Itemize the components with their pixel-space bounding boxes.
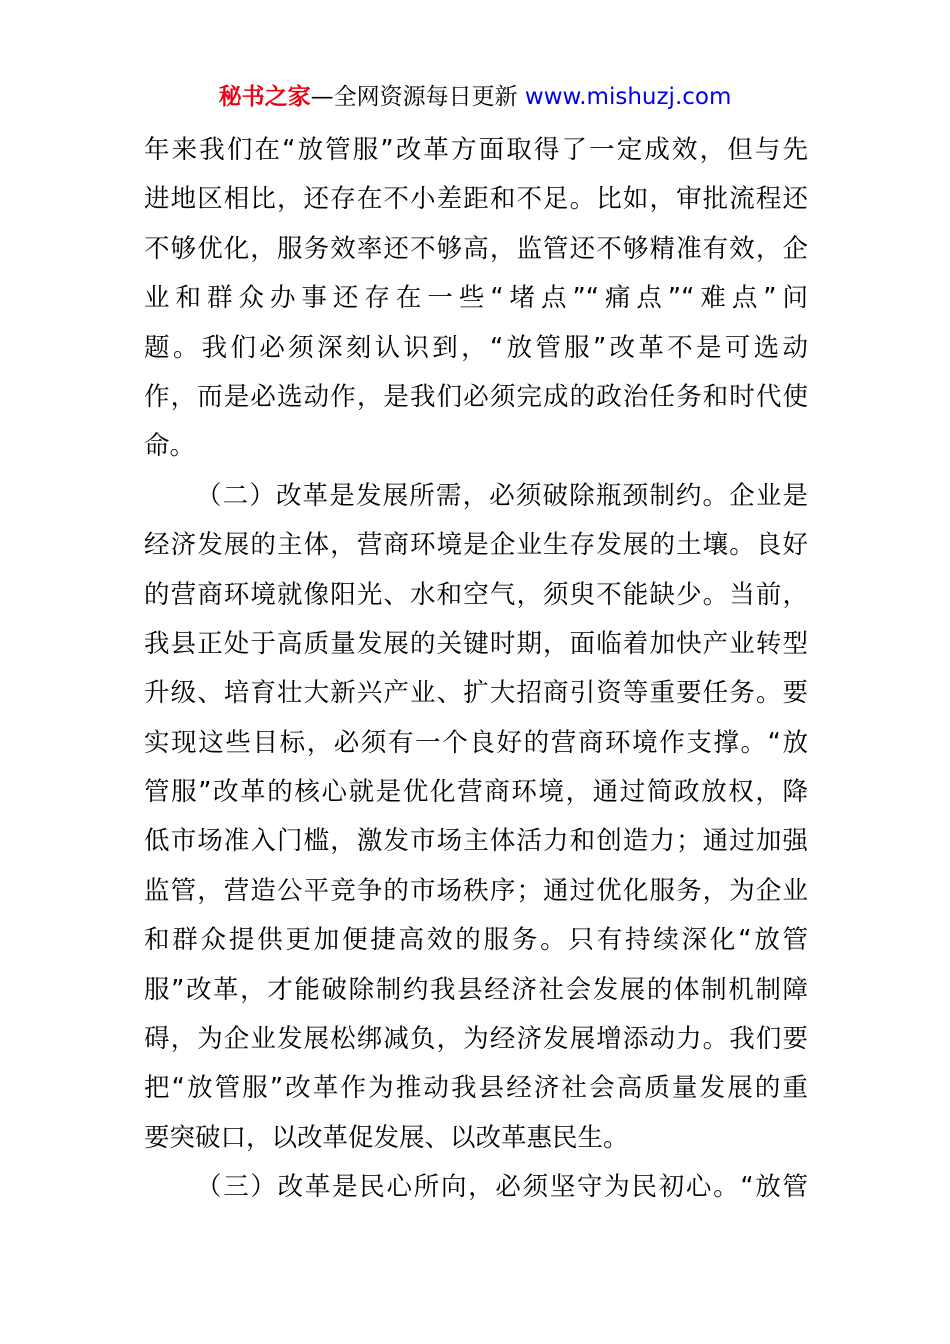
text-line: 的营商环境就像阳光、水和空气，须臾不能缺少。当前， (144, 579, 808, 610)
text-line: 作，而是必选动作，是我们必须完成的政治任务和时代使 (144, 381, 808, 412)
site-tagline: —全网资源每日更新 (310, 84, 518, 110)
document-body (144, 126, 808, 1213)
text-line: 经济发展的主体，营商环境是企业生存发展的土壤。良好 (144, 530, 808, 561)
text-line: 低市场准入门槛，激发市场主体活力和创造力；通过加强 (144, 826, 808, 857)
text-line: 业和群众办事还存在一些“堵点”“痛点”“难点”问 (144, 283, 808, 314)
text-line: 进地区相比，还存在不小差距和不足。比如，审批流程还 (144, 184, 808, 215)
site-brand: 秘书之家 (218, 84, 311, 110)
text-line: 把“放管服”改革作为推动我县经济社会高质量发展的重 (144, 1073, 808, 1104)
text-line: 监管，营造公平竞争的市场秩序；通过优化服务，为企业 (144, 875, 808, 906)
text-line: 题。我们必须深刻认识到，“放管服”改革不是可选动 (144, 332, 808, 363)
text-line: 不够优化，服务效率还不够高，监管还不够精准有效，企 (144, 233, 808, 264)
text-line: 管服”改革的核心就是优化营商环境，通过简政放权，降 (144, 777, 808, 808)
page-header (0, 80, 950, 114)
text-line: 实现这些目标，必须有一个良好的营商环境作支撑。“放 (144, 727, 808, 758)
text-line: 年来我们在“放管服”改革方面取得了一定成效，但与先 (144, 135, 808, 165)
text-line: （二）改革是发展所需，必须破除瓶颈制约。企业是 (196, 480, 808, 511)
text-line: 升级、培育壮大新兴产业、扩大招商引资等重要任务。要 (144, 678, 808, 709)
text-line: 和群众提供更加便捷高效的服务。只有持续深化“放管 (144, 925, 808, 956)
text-line: 我县正处于高质量发展的关键时期，面临着加快产业转型 (144, 628, 808, 659)
text-line: 命。 (144, 431, 196, 462)
text-line: 要突破口，以改革促发展、以改革惠民生。 (144, 1122, 629, 1153)
text-line: 碍，为企业发展松绑减负，为经济发展增添动力。我们要 (144, 1024, 808, 1055)
text-line: （三）改革是民心所向，必须坚守为民初心。“放管 (196, 1172, 808, 1203)
text-line: 服”改革，才能破除制约我县经济社会发展的体制机制障 (144, 974, 808, 1005)
site-url-link[interactable]: www.mishuzj.com (524, 84, 732, 110)
